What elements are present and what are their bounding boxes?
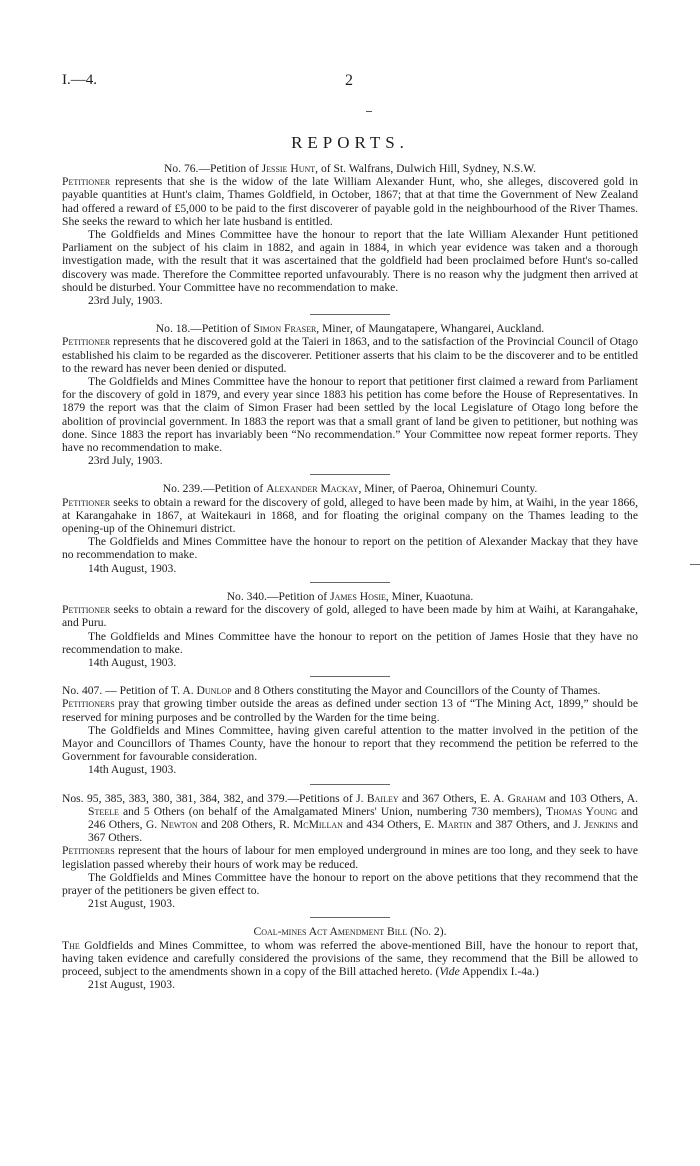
petition-76	[62, 162, 638, 307]
petition-heading: Nos. 95, 385, 383, 380, 381, 384, 382, and 379.—Petitions of J. Bailey and 367 Others, E. A. Graham and 103 Others, A. Steele and 5 Others (on behalf of the Amalgamated Miners' Union, numbering 730 members), Thomas Young and 246 Others, G. Newton and 208 Others, R. McMillan and 434 Others, E. Martin and 387 Others, and J. Jenkins and 367 Others.	[62, 791, 639, 845]
petition-summary: Petitioner represents that she is the widow of the late William Alexander Hunt, who, she alleges, discovered gold in payable quantities at Hunt's claim, Thames Goldfield, in October, 1867; that at that time the Government of New Zealand had offered a reward of £5,000 to be paid to the first discoverer of payable gold in the neighbourhood of the River Thames. She seeks the reward to which her late husband is entitled.	[62, 175, 638, 228]
section-divider	[310, 474, 390, 475]
petitioner-name: James Hosie	[330, 589, 386, 603]
parliamentary-paper-reference: I.—4.	[62, 72, 97, 88]
page-title: REPORTS.	[291, 133, 409, 152]
petitioner-name: Alexander Mackay	[266, 482, 359, 496]
document-body	[62, 162, 638, 991]
petition-group-hours-of-labour	[62, 792, 638, 911]
petition-heading: No. 239.—Petition of Alexander Mackay, Miner, of Paeroa, Ohinemuri County.	[162, 482, 538, 496]
petition-18	[62, 322, 638, 467]
committee-report: The Goldfields and Mines Committee have the honour to report on the above petitions that they recommend that the prayer of the petitioners be given effect to.	[62, 870, 638, 897]
coal-mines-bill-report	[62, 925, 638, 991]
petition-407	[62, 684, 638, 776]
report-date: 21st August, 1903.	[88, 978, 175, 992]
petition-239	[62, 482, 638, 574]
report-date: 21st August, 1903.	[88, 897, 175, 911]
section-divider	[310, 582, 390, 583]
petitioner-name: Dunlop	[196, 684, 232, 698]
committee-report: The Goldfields and Mines Committee, having given careful attention to the matter involved in the petition of the Mayor and Councillors of Thames County, have the honour to report that they recommend the petition be referred to the Government for favourable consideration.	[62, 723, 638, 764]
committee-report: The Goldfields and Mines Committee have the honour to report that petitioner first claimed a reward from Parliament for the discovery of gold in 1879, and every year since 1883 his petition has come before the House of Representatives. In 1879 the report was that the claim of Simon Fraser had been settled by the local Legislature of Otago long before the abolition of provincial government. In 1883 the report was that a small grant of land be given to petitioner, but nothing was done. Since 1883 the report has invariably been “No recommendation.” Your Committee now repeat former reports. They have no recommendation to make.	[62, 375, 638, 455]
committee-report: The Goldfields and Mines Committee have the honour to report that the late William Alexander Hunt petitioned Parliament on the subject of his claim in 1882, and again in 1884, in which year evidence was taken and a thorough investigation made, with the result that it was ascertained that the goldfield had been proclaimed before Hunt's so-called discovery was made. Therefore the Committee reported unfavourably. There is no reason why the judgment then arrived at should be disturbed. Your Committee have no recommendation to make.	[62, 228, 638, 294]
petitioner-name: Jessie Hunt	[261, 162, 316, 175]
petitioner-name: Simon Fraser	[253, 322, 317, 336]
petition-heading: No. 76.—Petition of Jessie Hunt, of St. Walfrans, Dulwich Hill, Sydney, N.S.W.	[164, 162, 536, 175]
section-divider	[310, 784, 390, 785]
report-date: 14th August, 1903.	[88, 561, 177, 575]
section-divider	[310, 917, 390, 918]
section-divider	[310, 676, 390, 677]
report-date: 14th August, 1903.	[88, 655, 177, 669]
report-date: 14th August, 1903.	[88, 763, 177, 777]
petition-summary: Petitioners represent that the hours of labour for men employed underground in mines are too long, and they seek to have legislation passed whereby their hours of work may be reduced.	[62, 844, 638, 871]
petition-heading: No. 340.—Petition of James Hosie, Miner, Kuaotuna.	[226, 589, 474, 603]
petition-heading: No. 18.—Petition of Simon Fraser, Miner, of Maungatapere, Whangarei, Auckland.	[155, 322, 545, 336]
petition-summary: Petitioner represents that he discovered gold at the Taieri in 1863, and to the satisfaction of the Provincial Council of Otago established his claim to be regarded as the discoverer. Petitioner asserts that his claim to be the discoverer and to be entitled to the reward has never been denied or disputed.	[62, 335, 638, 375]
header-dash	[366, 111, 372, 112]
petition-summary: Petitioner seeks to obtain a reward for the discovery of gold, alleged to have been made by him, at Waihi, in the year 1866, at Karangahake in 1867, at Waitekauri in 1868, and for floating the original company on the Thames leading to the opening-up of the Ohinemuri district.	[62, 495, 638, 536]
petition-summary: Petitioner seeks to obtain a reward for the discovery of gold, alleged to have been made by him at Waihi, at Karangahake, and Puru.	[62, 603, 638, 630]
bill-report: The Goldfields and Mines Committee, to whom was referred the above-mentioned Bill, have the honour to report that, having taken evidence and carefully considered the provisions of the same, they recommend that the Bill be allowed to proceed, subject to the amendments shown in a copy of the Bill attached hereto. (Vide Appendix I.-4a.)	[62, 938, 638, 978]
margin-mark	[690, 564, 700, 565]
petition-summary: Petitioners pray that growing timber outside the areas as defined under section 13 of “The Mining Act, 1899,” should be reserved for mining purposes and be controlled by the Warden for the time being.	[62, 697, 638, 724]
petition-heading: No. 407. — Petition of T. A. Dunlop and 8 Others constituting the Mayor and Councillors of the County of Thames.	[62, 684, 601, 698]
committee-report: The Goldfields and Mines Committee have the honour to report on the petition of James Hosie that they have no recommendation to make.	[62, 629, 638, 656]
committee-report: The Goldfields and Mines Committee have the honour to report on the petition of Alexander Mackay that they have no recommendation to make.	[62, 535, 638, 562]
bill-heading: Coal-mines Act Amendment Bill (No. 2).	[253, 925, 447, 939]
petition-340	[62, 590, 638, 669]
report-date: 23rd July, 1903.	[88, 454, 163, 468]
report-date: 23rd July, 1903.	[88, 294, 163, 308]
section-divider	[310, 314, 390, 315]
page-number: 2	[345, 72, 353, 89]
